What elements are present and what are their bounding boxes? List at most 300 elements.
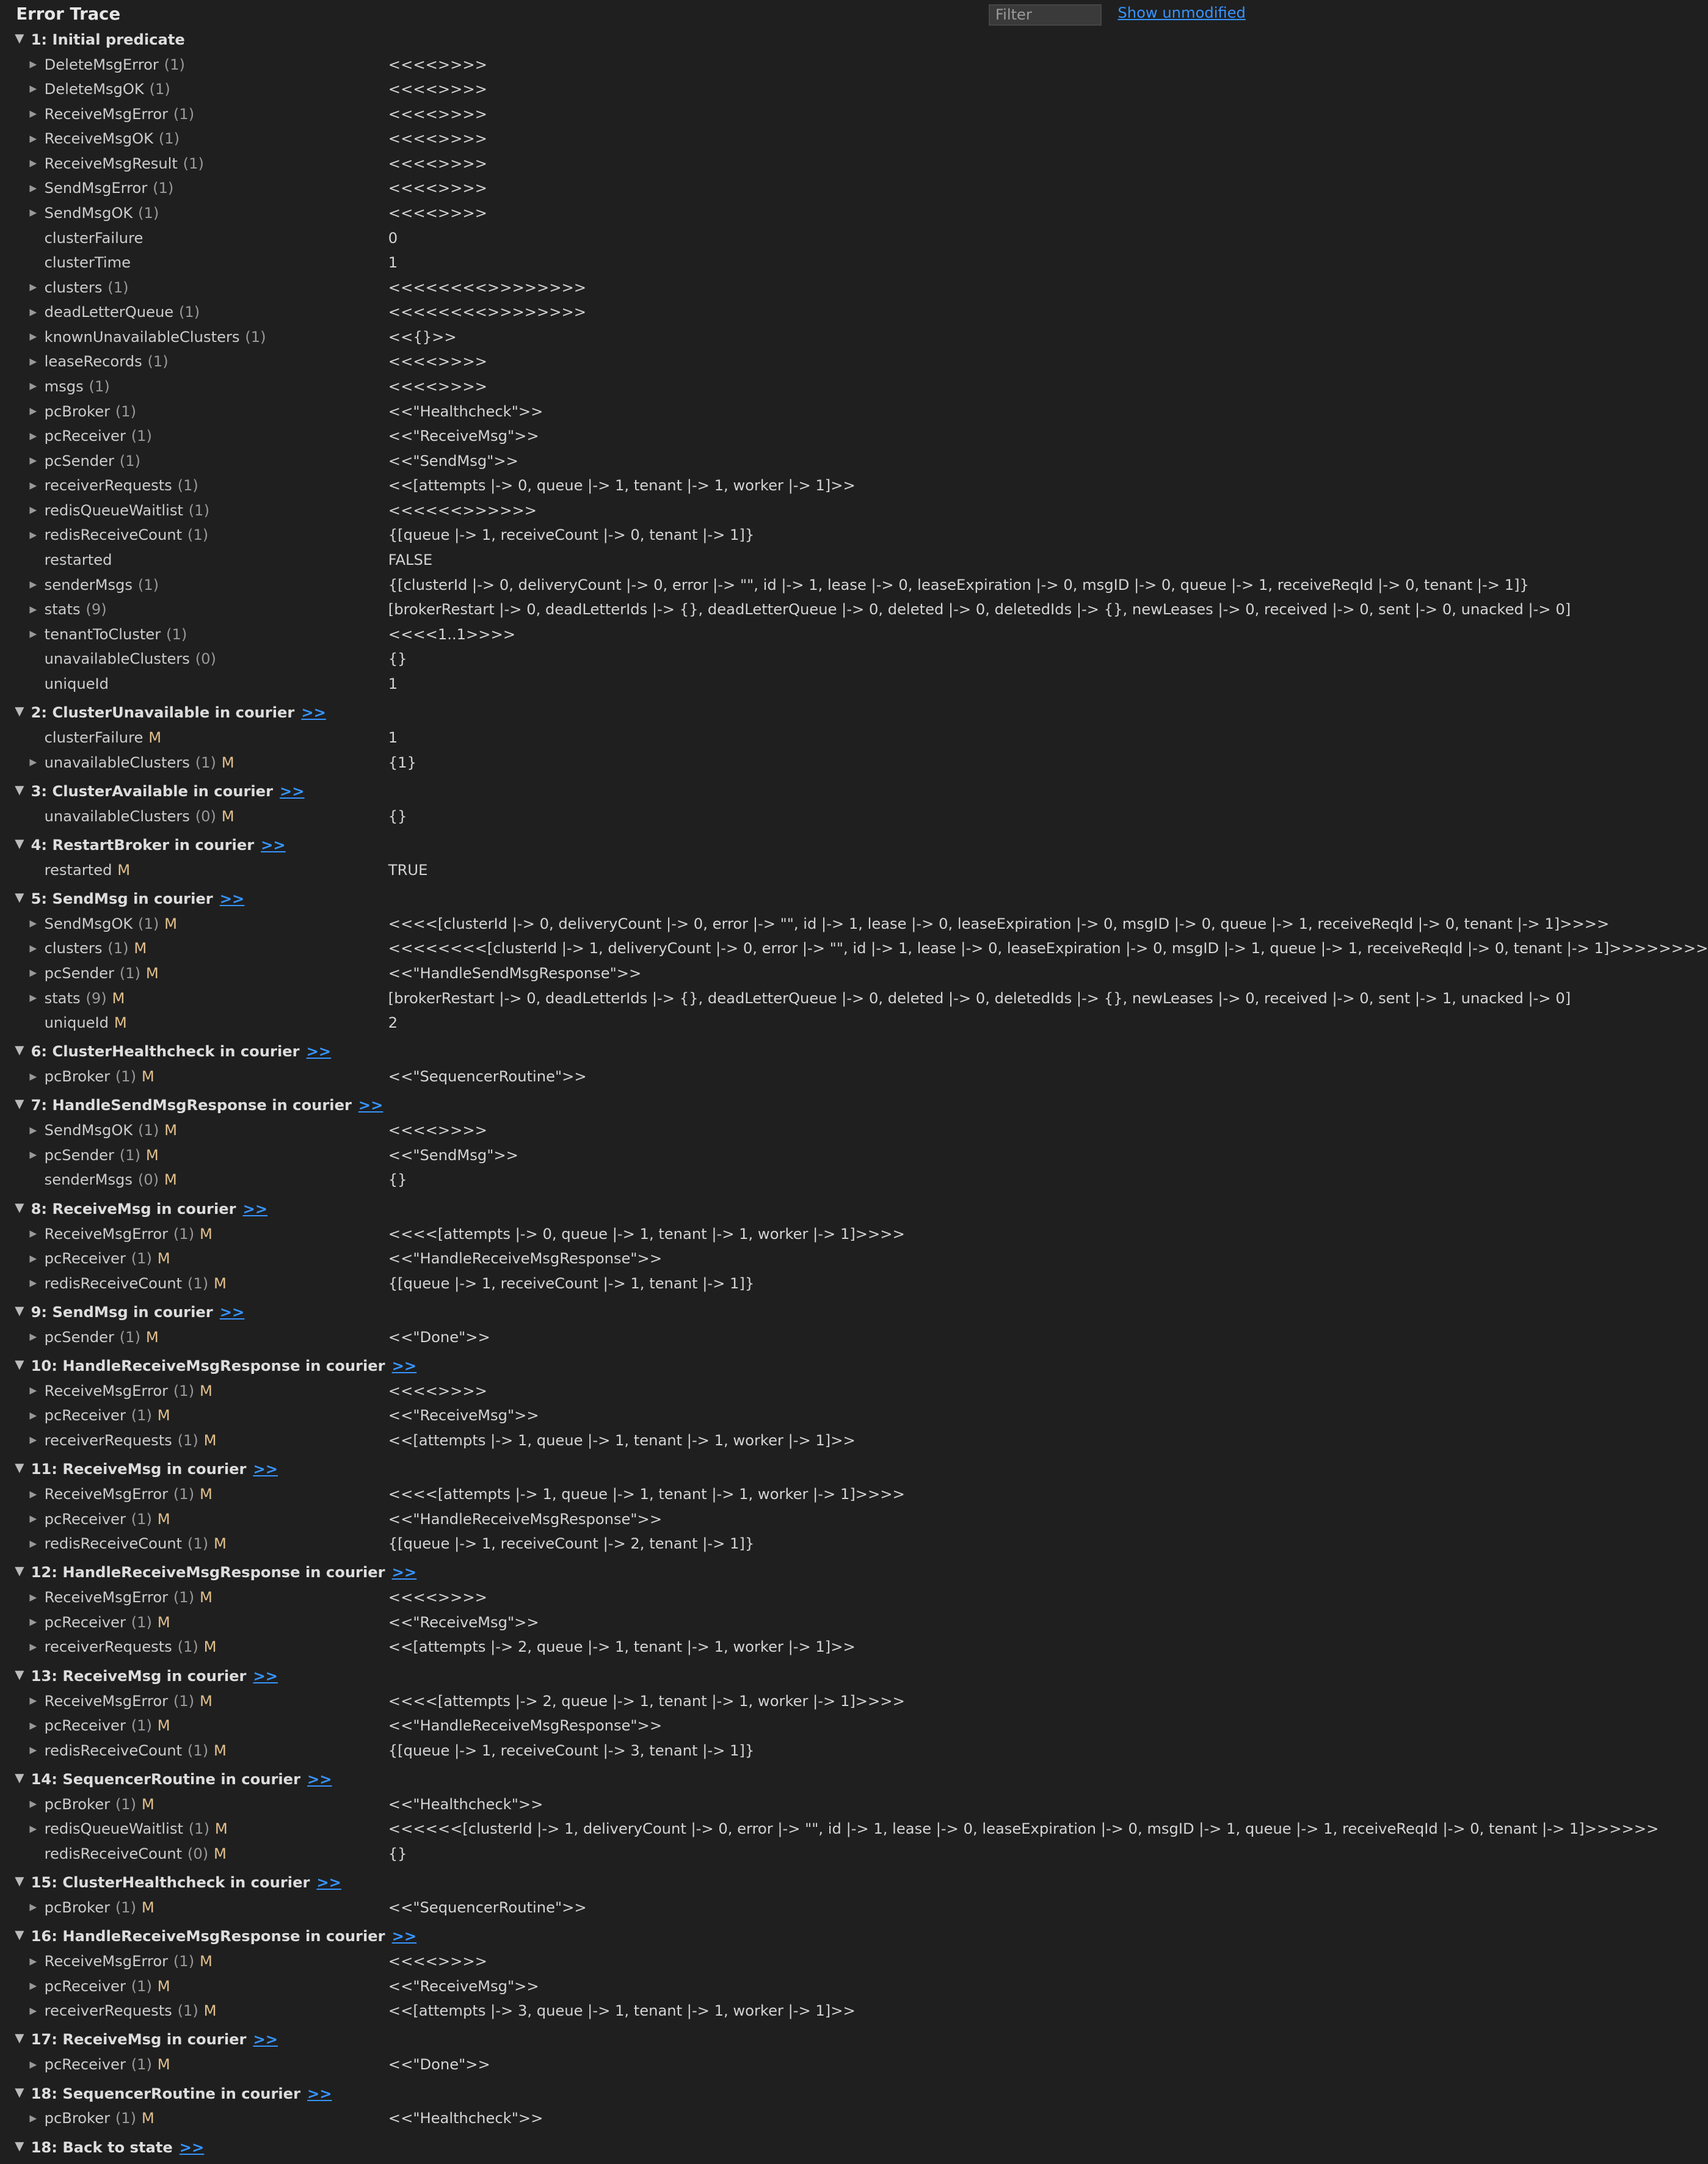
expand-triangle-icon[interactable]: ▶ [29, 757, 37, 768]
variable-value: <<"SequencerRoutine">> [388, 1068, 587, 1086]
variable-row[interactable] [0, 1246, 1251, 1271]
variable-row[interactable] [0, 1792, 1251, 1817]
collapse-triangle-icon[interactable]: ▼ [15, 782, 24, 797]
state-header[interactable] [0, 1870, 1251, 1895]
variable-row[interactable] [0, 473, 1251, 498]
variable-name: restarted [44, 551, 112, 569]
variable-row[interactable] [0, 374, 1251, 399]
expand-triangle-icon[interactable]: ▶ [29, 355, 37, 367]
variable-count: (1) [173, 1692, 195, 1710]
variable-count: (0) [187, 1845, 209, 1862]
expand-triangle-icon[interactable]: ▶ [29, 158, 37, 169]
trace-state [0, 1353, 1251, 1456]
expand-triangle-icon[interactable]: ▶ [29, 83, 37, 95]
variable-value: 1 [388, 675, 398, 692]
expand-triangle-icon[interactable]: ▶ [29, 1591, 37, 1603]
variable-count: (0) [195, 807, 216, 825]
trace-state [0, 2027, 1251, 2081]
trace-state [0, 1560, 1251, 1663]
variable-row[interactable] [0, 399, 1251, 424]
collapse-triangle-icon[interactable]: ▼ [15, 1097, 24, 1111]
variable-name: pcSender [44, 452, 114, 470]
modified-badge: M [148, 729, 162, 747]
state-title: 13: ReceiveMsg in courier [31, 1667, 247, 1685]
expand-triangle-icon[interactable]: ▶ [29, 331, 37, 343]
expand-triangle-icon[interactable]: ▶ [29, 207, 37, 219]
state-header[interactable] [0, 1663, 1251, 1688]
expand-triangle-icon[interactable]: ▶ [29, 133, 37, 144]
jump-to-source-link[interactable]: >> [316, 1874, 341, 1892]
state-header[interactable] [0, 1353, 1251, 1378]
modified-badge: M [221, 807, 234, 825]
variable-row[interactable] [0, 750, 1251, 775]
variable-value: [brokerRestart |-> 0, deadLetterIds |-> {}, deadLetterQueue |-> 0, deleted |-> 0, deletedIds |-> {}, newLeases |-> 0, received |-> 0, sent |-> 1, unacked |-> 0] [388, 989, 1571, 1007]
expand-triangle-icon[interactable]: ▶ [29, 479, 37, 491]
modified-badge: M [145, 965, 159, 982]
variable-value: <<[attempts |-> 0, queue |-> 1, tenant |-> 1, worker |-> 1]>> [388, 477, 856, 495]
variable-row[interactable] [0, 1403, 1251, 1428]
state-header[interactable] [0, 1299, 1251, 1324]
variable-value: {} [388, 650, 407, 668]
variable-row[interactable] [0, 1506, 1251, 1531]
variable-count: (1) [173, 1589, 195, 1607]
collapse-triangle-icon[interactable]: ▼ [15, 2031, 24, 2046]
expand-triangle-icon[interactable]: ▶ [29, 1823, 37, 1834]
variable-value: TRUE [388, 861, 428, 879]
variable-row[interactable] [0, 1585, 1251, 1610]
variable-row[interactable] [0, 1688, 1251, 1713]
variable-row[interactable] [0, 101, 1251, 126]
variable-row[interactable] [0, 936, 1708, 961]
variable-name: ReceiveMsgError [44, 1953, 169, 1970]
expand-triangle-icon[interactable]: ▶ [29, 1385, 37, 1396]
variable-name: pcBroker [44, 1068, 111, 1086]
modified-badge: M [157, 1510, 170, 1528]
variable-row[interactable] [0, 1635, 1251, 1660]
state-header[interactable] [0, 700, 1251, 725]
state-header[interactable] [0, 886, 1251, 911]
collapse-triangle-icon[interactable]: ▼ [15, 1874, 24, 1889]
expand-triangle-icon[interactable]: ▶ [29, 1488, 37, 1500]
variable-count: (0) [137, 1171, 159, 1189]
variable-count: (1) [188, 1820, 210, 1838]
jump-to-source-link[interactable]: >> [358, 1097, 383, 1114]
variable-name: receiverRequests [44, 1432, 172, 1450]
collapse-triangle-icon[interactable]: ▼ [15, 1564, 24, 1578]
variable-row[interactable] [0, 523, 1251, 548]
variable-row [0, 647, 1251, 672]
variable-count: (1) [131, 1510, 152, 1528]
state-header[interactable] [0, 832, 1251, 857]
expand-triangle-icon[interactable]: ▶ [29, 1694, 37, 1706]
variable-value: <<<<>>>> [388, 56, 487, 73]
variable-count: (1) [147, 353, 169, 371]
expand-triangle-icon[interactable]: ▶ [29, 1745, 37, 1756]
variable-name: pcSender [44, 1146, 114, 1164]
variable-count: (1) [131, 1977, 152, 1995]
variable-name: receiverRequests [44, 2002, 172, 2020]
collapse-triangle-icon[interactable]: ▼ [15, 1928, 24, 1942]
variable-row[interactable] [0, 1738, 1251, 1763]
jump-to-source-link[interactable]: >> [307, 2085, 332, 2102]
variable-row[interactable] [0, 300, 1251, 325]
expand-triangle-icon[interactable]: ▶ [29, 405, 37, 416]
jump-to-source-link[interactable]: >> [306, 1043, 332, 1061]
variable-row[interactable] [0, 622, 1251, 647]
variable-row[interactable] [0, 1999, 1251, 2024]
variable-count: (1) [177, 2002, 198, 2020]
variable-value: {1} [388, 753, 416, 771]
collapse-triangle-icon[interactable]: ▼ [15, 2138, 24, 2153]
collapse-triangle-icon[interactable]: ▼ [15, 1303, 24, 1318]
expand-triangle-icon[interactable]: ▶ [29, 942, 37, 954]
variable-count: (1) [173, 1225, 195, 1243]
state-header[interactable] [0, 1093, 1251, 1118]
variable-name: DeleteMsgOK [44, 81, 144, 98]
expand-triangle-icon[interactable]: ▶ [29, 2058, 37, 2070]
expand-triangle-icon[interactable]: ▶ [29, 2112, 37, 2124]
collapse-triangle-icon[interactable]: ▼ [15, 1461, 24, 1475]
trace-state [0, 1766, 1659, 1870]
trace-state [0, 886, 1708, 1039]
state-header[interactable] [0, 779, 1251, 804]
variable-row[interactable] [0, 1271, 1251, 1296]
modified-badge: M [141, 2110, 154, 2127]
variable-row[interactable] [0, 151, 1251, 176]
jump-to-source-link[interactable]: >> [391, 1928, 417, 1945]
variable-name: restarted [44, 861, 112, 879]
variable-row[interactable] [0, 986, 1571, 1011]
variable-row[interactable] [0, 1118, 1251, 1143]
variable-row [0, 250, 1251, 275]
expand-triangle-icon[interactable]: ▶ [29, 1980, 37, 1992]
collapse-triangle-icon[interactable]: ▼ [15, 890, 24, 904]
trace-state [0, 1924, 1251, 2027]
trace-list [0, 27, 1708, 2164]
modified-badge: M [221, 753, 234, 771]
expand-triangle-icon[interactable]: ▶ [29, 628, 37, 640]
variable-value: <<"Healthcheck">> [388, 1795, 543, 1813]
variable-row[interactable] [0, 1973, 1251, 1999]
variable-count: (1) [177, 1638, 198, 1656]
variable-count: (1) [149, 81, 170, 98]
variable-value: <<<<<<>>>>>> [388, 501, 537, 519]
modified-badge: M [157, 2056, 170, 2074]
expand-triangle-icon[interactable]: ▶ [29, 281, 37, 293]
state-title: 6: ClusterHealthcheck in courier [31, 1043, 300, 1061]
state-title: 2: ClusterUnavailable in courier [31, 704, 295, 722]
variable-name: redisReceiveCount [44, 1741, 183, 1759]
variable-value: <<<<>>>> [388, 154, 487, 172]
variable-value: 0 [388, 229, 398, 247]
jump-to-source-link[interactable]: >> [253, 2031, 278, 2049]
state-title: 7: HandleSendMsgResponse in courier [31, 1097, 352, 1114]
variable-name: DeleteMsgError [44, 56, 159, 73]
trace-state [0, 1457, 1251, 1560]
expand-triangle-icon[interactable]: ▶ [29, 504, 37, 516]
expand-triangle-icon[interactable]: ▶ [29, 1798, 37, 1810]
collapse-triangle-icon[interactable]: ▼ [15, 836, 24, 851]
modified-badge: M [145, 1328, 159, 1346]
collapse-triangle-icon[interactable]: ▼ [15, 1043, 24, 1058]
expand-triangle-icon[interactable]: ▶ [29, 1252, 37, 1264]
variable-value: <<"ReceiveMsg">> [388, 1613, 539, 1631]
variable-name: SendMsgError [44, 180, 148, 197]
variable-count: (1) [138, 1122, 159, 1139]
variable-row[interactable] [0, 1324, 1251, 1349]
expand-triangle-icon[interactable]: ▶ [29, 1616, 37, 1628]
variable-row[interactable] [0, 1428, 1251, 1453]
variable-name: pcReceiver [44, 427, 126, 445]
variable-row [0, 725, 1251, 750]
filter-input[interactable] [989, 4, 1102, 26]
variable-name: tenantToCluster [44, 625, 161, 643]
state-header[interactable] [0, 27, 1251, 52]
expand-triangle-icon[interactable]: ▶ [29, 1641, 37, 1652]
jump-to-source-link[interactable]: >> [280, 782, 305, 800]
variable-count: (1) [115, 1795, 137, 1813]
state-header[interactable] [0, 1924, 1251, 1949]
variable-row[interactable] [0, 911, 1610, 936]
variable-row[interactable] [0, 176, 1251, 201]
variable-row[interactable] [0, 2106, 1251, 2131]
variable-row[interactable] [0, 597, 1571, 622]
variable-name: ReceiveMsgError [44, 1486, 169, 1503]
expand-triangle-icon[interactable]: ▶ [29, 108, 37, 120]
expand-triangle-icon[interactable]: ▶ [29, 1434, 37, 1446]
variable-count: (1) [173, 1953, 195, 1970]
expand-triangle-icon[interactable]: ▶ [29, 967, 37, 979]
modified-badge: M [164, 915, 177, 932]
expand-triangle-icon[interactable]: ▶ [29, 2005, 37, 2016]
expand-triangle-icon[interactable]: ▶ [29, 1149, 37, 1161]
variable-row[interactable] [0, 76, 1251, 101]
variable-row[interactable] [0, 200, 1251, 225]
variable-value: [brokerRestart |-> 0, deadLetterIds |-> {}, deadLetterQueue |-> 0, deleted |-> 0, deletedIds |-> {}, newLeases |-> 0, received |-> 0, sent |-> 0, unacked |-> 0] [388, 601, 1571, 619]
modified-badge: M [199, 1953, 213, 1970]
expand-triangle-icon[interactable]: ▶ [29, 1719, 37, 1731]
modified-badge: M [203, 1432, 217, 1450]
variable-count: (9) [85, 989, 107, 1007]
variable-name: stats [44, 601, 81, 619]
jump-to-source-link[interactable]: >> [261, 836, 286, 854]
variable-name: clusters [44, 278, 103, 296]
variable-row[interactable] [0, 275, 1251, 300]
variable-name: leaseRecords [44, 353, 142, 371]
modified-badge: M [141, 1068, 154, 1086]
expand-triangle-icon[interactable]: ▶ [29, 306, 37, 318]
state-title: 17: ReceiveMsg in courier [31, 2031, 247, 2049]
state-header[interactable] [0, 1457, 1251, 1482]
variable-count: (1) [131, 2056, 152, 2074]
variable-row[interactable] [0, 1895, 1251, 1920]
trace-state [0, 1039, 1251, 1093]
trace-state [0, 1196, 1251, 1299]
variable-value: <<<<>>>> [388, 378, 487, 396]
variable-count: (1) [119, 452, 141, 470]
jump-to-source-link[interactable]: >> [179, 2138, 205, 2156]
expand-triangle-icon[interactable]: ▶ [29, 529, 37, 540]
variable-count: (1) [119, 1146, 141, 1164]
variable-row[interactable] [0, 349, 1251, 374]
modified-badge: M [117, 861, 131, 879]
expand-triangle-icon[interactable]: ▶ [29, 1070, 37, 1082]
jump-to-source-link[interactable]: >> [301, 704, 326, 722]
variable-value: <<"HandleReceiveMsgResponse">> [388, 1717, 663, 1735]
jump-to-source-link[interactable]: >> [219, 1303, 245, 1321]
trace-state [0, 779, 1251, 832]
variable-value: <<"Healthcheck">> [388, 402, 543, 420]
show-unmodified-link[interactable]: Show unmodified [1117, 4, 1246, 21]
variable-row[interactable] [0, 448, 1251, 473]
variable-name: deadLetterQueue [44, 303, 174, 321]
expand-triangle-icon[interactable]: ▶ [29, 1409, 37, 1421]
variable-row[interactable] [0, 1221, 1251, 1246]
variable-row[interactable] [0, 572, 1529, 597]
expand-triangle-icon[interactable]: ▶ [29, 579, 37, 590]
expand-triangle-icon[interactable]: ▶ [29, 182, 37, 194]
collapse-triangle-icon[interactable]: ▼ [15, 1770, 24, 1785]
variable-name: pcReceiver [44, 1407, 126, 1425]
collapse-triangle-icon[interactable]: ▼ [15, 1667, 24, 1682]
variable-name: redisReceiveCount [44, 1845, 183, 1862]
jump-to-source-link[interactable]: >> [253, 1667, 278, 1685]
variable-name: pcSender [44, 1328, 114, 1346]
variable-value: <<"ReceiveMsg">> [388, 1977, 539, 1995]
expand-triangle-icon[interactable]: ▶ [29, 1538, 37, 1549]
variable-row[interactable] [0, 2052, 1251, 2077]
variable-value: <<<<<<[clusterId |-> 1, deliveryCount |-> 0, error |-> "", id |-> 1, lease |-> 0, leaseExpiration |-> 0, msgID |-> 1, queue |-> 1, receiveReqId |-> 0, tenant |-> 1]>>>>>> [388, 1820, 1659, 1838]
variable-row[interactable] [0, 1817, 1659, 1842]
expand-triangle-icon[interactable]: ▶ [29, 430, 37, 441]
variable-value: <<"Done">> [388, 2056, 490, 2074]
expand-triangle-icon[interactable]: ▶ [29, 1331, 37, 1343]
variable-row [0, 1011, 1251, 1036]
variable-count: (1) [187, 526, 209, 544]
expand-triangle-icon[interactable]: ▶ [29, 58, 37, 70]
modified-badge: M [213, 1535, 227, 1553]
modified-badge: M [214, 1820, 228, 1838]
expand-triangle-icon[interactable]: ▶ [29, 380, 37, 392]
variable-row[interactable] [0, 498, 1251, 523]
state-header[interactable] [0, 2081, 1251, 2106]
expand-triangle-icon[interactable]: ▶ [29, 603, 37, 615]
collapse-triangle-icon[interactable]: ▼ [15, 1357, 24, 1371]
trace-state [0, 2081, 1251, 2135]
variable-row[interactable] [0, 424, 1251, 449]
variable-value: <<<<>>>> [388, 180, 487, 197]
state-header[interactable] [0, 1039, 1251, 1064]
trace-state [0, 1093, 1251, 1196]
modified-badge: M [164, 1122, 177, 1139]
modified-badge: M [157, 1407, 170, 1425]
variable-value: <<<<>>>> [388, 1382, 487, 1400]
variable-value: <<[attempts |-> 1, queue |-> 1, tenant |-> 1, worker |-> 1]>> [388, 1432, 856, 1450]
variable-value: <<<<>>>> [388, 353, 487, 371]
trace-state [0, 2135, 1251, 2164]
variable-row[interactable] [0, 1142, 1251, 1167]
variable-value: <<<<>>>> [388, 204, 487, 222]
jump-to-source-link[interactable]: >> [307, 1770, 332, 1788]
variable-row[interactable] [0, 960, 1251, 986]
state-header[interactable] [0, 2027, 1251, 2052]
state-title: 10: HandleReceiveMsgResponse in courier [31, 1357, 385, 1374]
variable-row[interactable] [0, 1713, 1251, 1738]
state-header[interactable] [0, 1560, 1251, 1585]
variable-row[interactable] [0, 1064, 1251, 1089]
jump-to-source-link[interactable]: >> [391, 1357, 417, 1374]
state-title: 16: HandleReceiveMsgResponse in courier [31, 1928, 385, 1945]
collapse-triangle-icon[interactable]: ▼ [15, 31, 24, 45]
state-header[interactable] [0, 2135, 1251, 2160]
collapse-triangle-icon[interactable]: ▼ [15, 2085, 24, 2099]
variable-count: (1) [137, 576, 159, 594]
variable-count: (1) [131, 1613, 152, 1631]
state-header[interactable] [0, 1766, 1251, 1792]
variable-count: (1) [115, 2110, 137, 2127]
modified-badge: M [141, 1795, 154, 1813]
collapse-triangle-icon[interactable]: ▼ [15, 1200, 24, 1215]
variable-count: (1) [177, 477, 198, 495]
variable-count: (1) [187, 1535, 209, 1553]
expand-triangle-icon[interactable]: ▶ [29, 1124, 37, 1136]
modified-badge: M [213, 1845, 227, 1862]
variable-value: <<"ReceiveMsg">> [388, 1407, 539, 1425]
state-header[interactable] [0, 1196, 1251, 1221]
variable-value: {} [388, 1845, 407, 1862]
state-title: 18: SequencerRoutine in courier [31, 2085, 301, 2102]
expand-triangle-icon[interactable]: ▶ [29, 1955, 37, 1967]
expand-triangle-icon[interactable]: ▶ [29, 918, 37, 929]
variable-row[interactable] [0, 126, 1251, 151]
variable-name: ReceiveMsgError [44, 1225, 169, 1243]
expand-triangle-icon[interactable]: ▶ [29, 1227, 37, 1239]
modified-badge: M [199, 1692, 213, 1710]
variable-row[interactable] [0, 1482, 1251, 1507]
variable-row[interactable] [0, 1531, 1251, 1556]
expand-triangle-icon[interactable]: ▶ [29, 992, 37, 1003]
variable-count: (1) [138, 915, 159, 932]
jump-to-source-link[interactable]: >> [242, 1200, 268, 1218]
variable-row[interactable] [0, 1610, 1251, 1635]
variable-value: <<"SequencerRoutine">> [388, 1899, 587, 1917]
variable-value: 1 [388, 254, 398, 272]
variable-count: (0) [195, 650, 216, 668]
collapse-triangle-icon[interactable]: ▼ [15, 704, 24, 719]
variable-count: (1) [115, 1068, 137, 1086]
variable-row[interactable] [0, 52, 1251, 77]
variable-count: (1) [245, 328, 266, 346]
trace-state [0, 1299, 1251, 1353]
expand-triangle-icon[interactable]: ▶ [29, 1513, 37, 1525]
state-title: 9: SendMsg in courier [31, 1303, 213, 1321]
variable-value: <<<<[attempts |-> 2, queue |-> 1, tenant |-> 1, worker |-> 1]>>>> [388, 1692, 905, 1710]
variable-count: (1) [183, 154, 204, 172]
jump-to-source-link[interactable]: >> [391, 1564, 417, 1581]
variable-count: (1) [178, 303, 200, 321]
jump-to-source-link[interactable]: >> [253, 1461, 278, 1478]
variable-row[interactable] [0, 1949, 1251, 1974]
variable-name: clusters [44, 940, 103, 957]
variable-row[interactable] [0, 324, 1251, 349]
jump-to-source-link[interactable]: >> [219, 890, 245, 907]
modified-badge: M [213, 1274, 227, 1292]
expand-triangle-icon[interactable]: ▶ [29, 455, 37, 467]
expand-triangle-icon[interactable]: ▶ [29, 1901, 37, 1913]
expand-triangle-icon[interactable]: ▶ [29, 1277, 37, 1289]
variable-count: (1) [138, 204, 159, 222]
variable-row[interactable] [0, 1378, 1251, 1403]
